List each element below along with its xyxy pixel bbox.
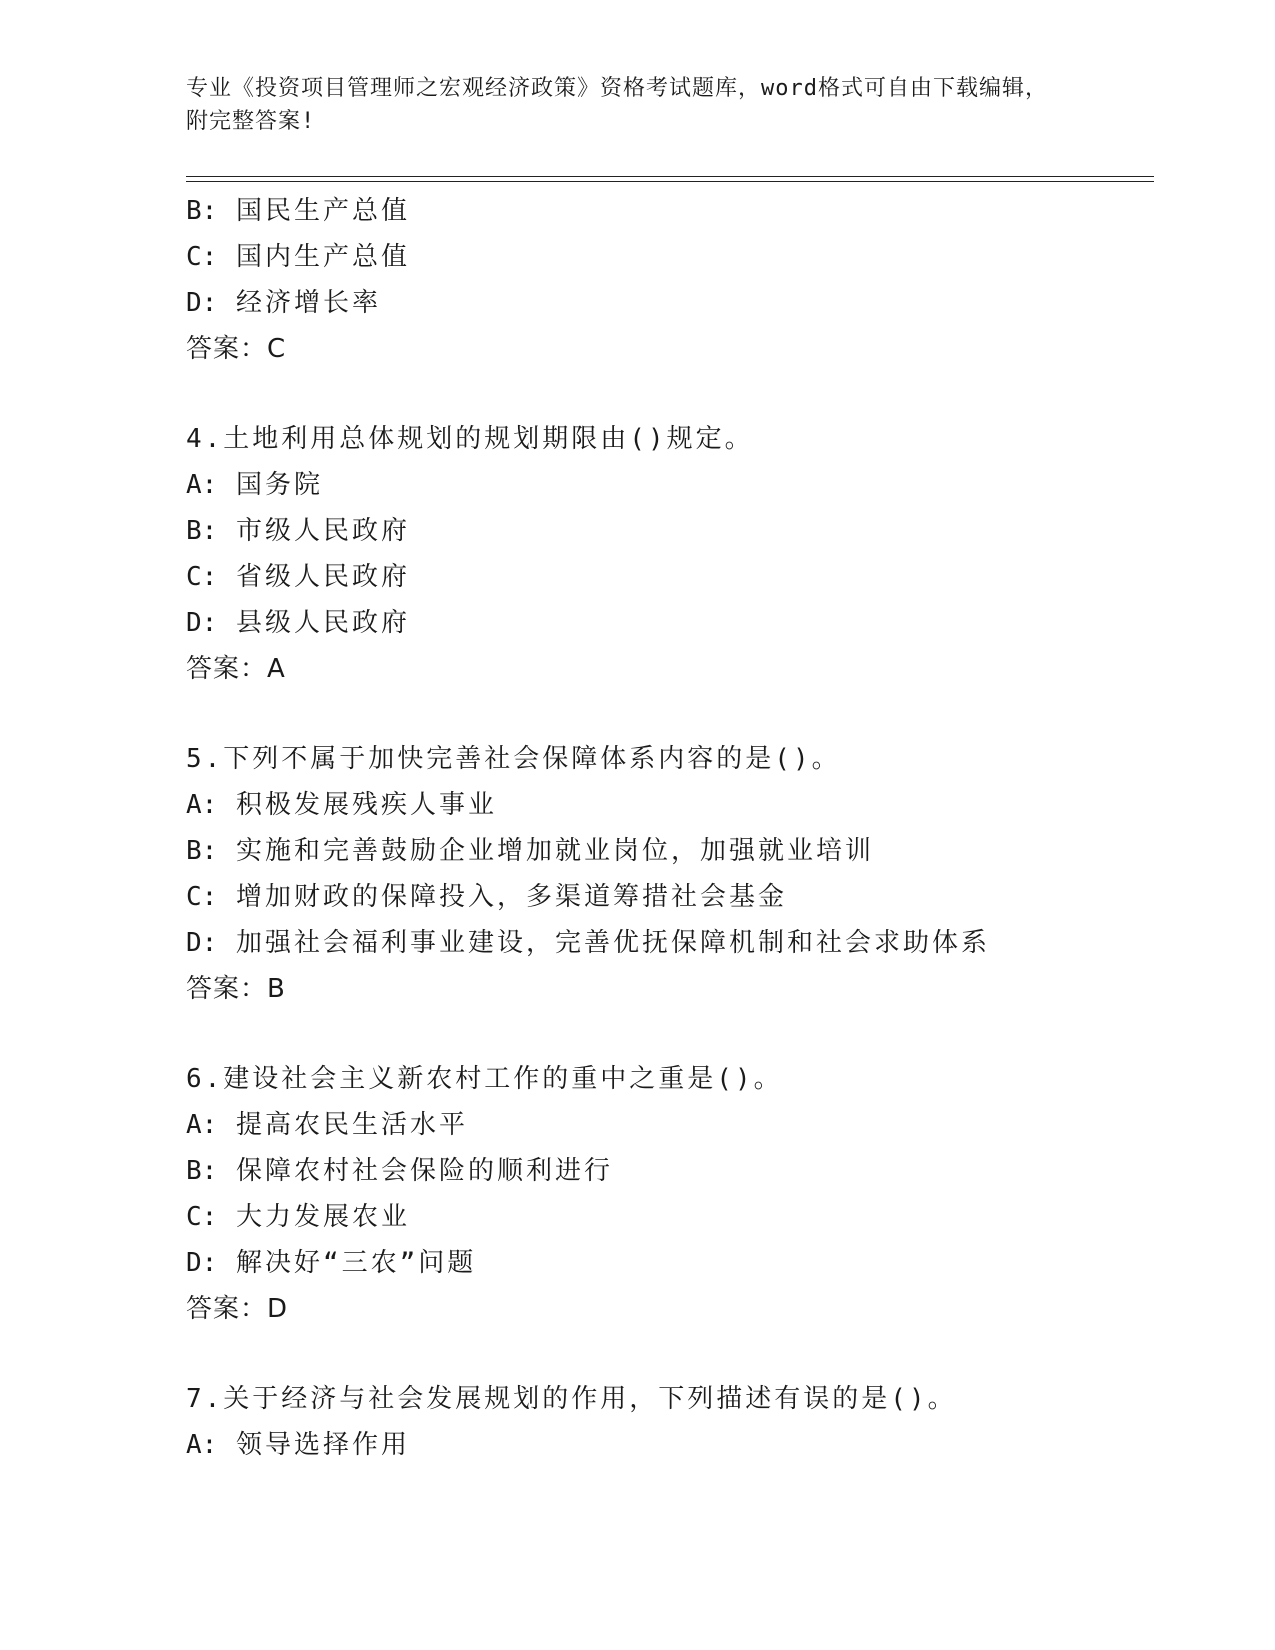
option-d: D: 解决好“三农”问题 — [186, 1248, 477, 1278]
option-c: C: 大力发展农业 — [186, 1202, 410, 1232]
option-b: B: 市级人民政府 — [186, 516, 410, 546]
option-d: D: 县级人民政府 — [186, 608, 410, 638]
question-4 — [186, 416, 1154, 692]
header-divider-top — [186, 176, 1154, 177]
answer-line: 答案：C — [186, 334, 287, 364]
option-b: B: 保障农村社会保险的顺利进行 — [186, 1156, 613, 1186]
question-5 — [186, 736, 1154, 1012]
answer-line: 答案：D — [186, 1294, 289, 1324]
option-d: D: 加强社会福利事业建设，完善优抚保障机制和社会求助体系 — [186, 928, 990, 958]
option-b: B: 实施和完善鼓励企业增加就业岗位，加强就业培训 — [186, 836, 874, 866]
answer-line: 答案：A — [186, 654, 286, 684]
option-a: A: 国务院 — [186, 470, 323, 500]
option-b: B: 国民生产总值 — [186, 196, 410, 226]
question-3-continued — [186, 188, 1154, 372]
option-a: A: 积极发展残疾人事业 — [186, 790, 497, 820]
question-7 — [186, 1376, 1154, 1468]
question-stem: 7.关于经济与社会发展规划的作用，下列描述有误的是()。 — [186, 1384, 957, 1414]
option-c: C: 国内生产总值 — [186, 242, 410, 272]
option-d: D: 经济增长率 — [186, 288, 381, 318]
question-list — [186, 188, 1154, 1468]
option-a: A: 提高农民生活水平 — [186, 1110, 468, 1140]
document-header: 专业《投资项目管理师之宏观经济政策》资格考试题库，word格式可自由下载编辑，附完整答案! — [186, 76, 1048, 134]
question-stem: 6.建设社会主义新农村工作的重中之重是()。 — [186, 1064, 783, 1094]
question-6 — [186, 1056, 1154, 1332]
question-stem: 5.下列不属于加快完善社会保障体系内容的是()。 — [186, 744, 841, 774]
question-stem: 4.土地利用总体规划的规划期限由()规定。 — [186, 424, 754, 454]
option-c: C: 增加财政的保障投入，多渠道筹措社会基金 — [186, 882, 787, 912]
answer-line: 答案：B — [186, 974, 286, 1004]
option-a: A: 领导选择作用 — [186, 1430, 410, 1460]
header-divider-bottom — [186, 181, 1154, 182]
option-c: C: 省级人民政府 — [186, 562, 410, 592]
